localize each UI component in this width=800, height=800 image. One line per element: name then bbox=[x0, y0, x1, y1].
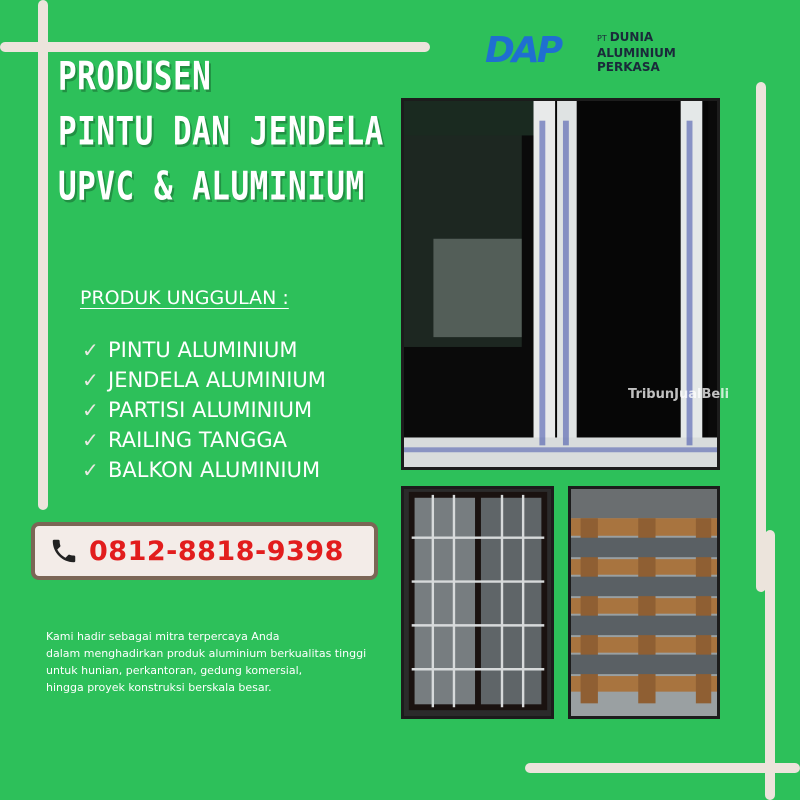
brand-name-line-1: DUNIA bbox=[609, 30, 654, 44]
feature-item bbox=[82, 455, 326, 485]
watermark: TribunJualBeli bbox=[628, 387, 730, 402]
feature-label: BALKON ALUMINIUM bbox=[108, 458, 321, 482]
feature-label: JENDELA ALUMINIUM bbox=[108, 368, 326, 392]
description-line: hingga proyek konstruksi berskala besar. bbox=[46, 681, 272, 694]
decor-bar-bottom-right bbox=[525, 763, 800, 773]
logo-mark: DAP bbox=[485, 30, 561, 71]
decor-bar-top bbox=[0, 42, 430, 52]
headline-line-1: PRODUSEN bbox=[58, 54, 212, 100]
headline-line-2: PINTU DAN JENDELA bbox=[58, 109, 384, 155]
feature-list bbox=[82, 335, 326, 485]
decor-bar-right-vertical bbox=[756, 82, 766, 592]
brand-name-line-3: PERKASA bbox=[597, 60, 660, 74]
feature-label: PINTU ALUMINIUM bbox=[108, 338, 298, 362]
phone-icon bbox=[47, 534, 81, 568]
checkmark-icon: ✓ bbox=[82, 338, 99, 362]
photo-upvc-doors bbox=[401, 98, 720, 470]
checkmark-icon: ✓ bbox=[82, 368, 99, 392]
feature-label: PARTISI ALUMINIUM bbox=[108, 398, 313, 422]
phone-number[interactable]: 0812-8818-9398 bbox=[89, 535, 344, 567]
description-line: untuk hunian, perkantoran, gedung komersial, bbox=[46, 664, 303, 677]
checkmark-icon: ✓ bbox=[82, 398, 99, 422]
phone-contact-box[interactable] bbox=[31, 522, 378, 580]
headline-line-3: UPVC & ALUMINIUM bbox=[58, 164, 365, 210]
photo-aluminium-window bbox=[401, 486, 554, 719]
brand-name-line-2: ALUMINIUM bbox=[597, 46, 676, 60]
brand-logo bbox=[485, 28, 705, 72]
feature-item bbox=[82, 395, 326, 425]
feature-label: RAILING TANGGA bbox=[108, 428, 288, 452]
photo-wooden-crate bbox=[568, 486, 720, 719]
checkmark-icon: ✓ bbox=[82, 458, 99, 482]
company-description bbox=[46, 628, 406, 696]
brand-pt: PT bbox=[597, 34, 607, 43]
feature-item bbox=[82, 365, 326, 395]
feature-item bbox=[82, 425, 326, 455]
checkmark-icon: ✓ bbox=[82, 428, 99, 452]
headline bbox=[58, 54, 398, 223]
feature-item bbox=[82, 335, 326, 365]
description-line: dalam menghadirkan produk aluminium berkualitas tinggi bbox=[46, 647, 367, 660]
decor-bar-left-vertical bbox=[38, 0, 48, 510]
featured-title: PRODUK UNGGULAN : bbox=[80, 287, 289, 309]
description-line: Kami hadir sebagai mitra terpercaya Anda bbox=[46, 630, 280, 643]
brand-name bbox=[597, 30, 676, 74]
decor-bar-bottom-right-vertical bbox=[765, 530, 775, 800]
